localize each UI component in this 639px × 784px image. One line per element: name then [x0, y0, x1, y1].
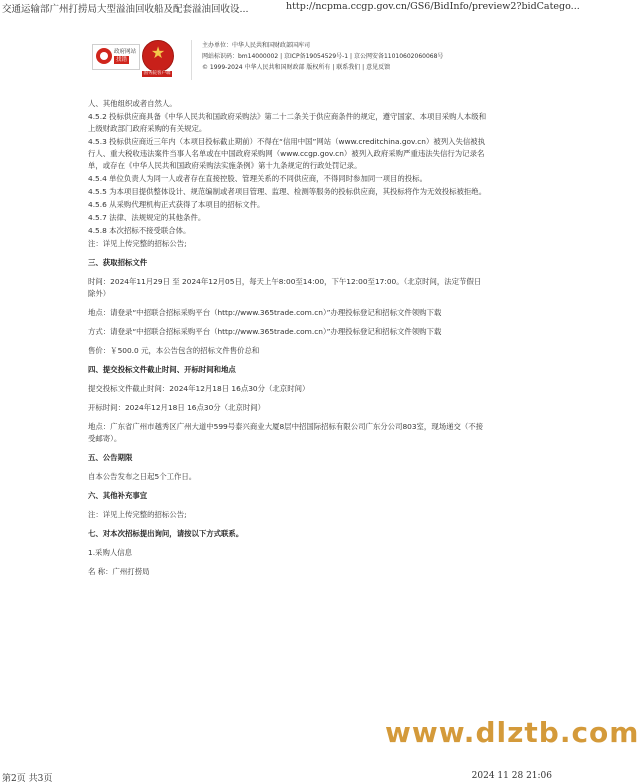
body-paragraph: 4.5.6 从采购代理机构正式获得了本项目的招标文件。 [88, 200, 265, 209]
body-paragraph: 注：详见上传完整的招标公告; [88, 239, 187, 248]
body-paragraph: 方式：请登录“中招联合招标采购平台（http://www.365trade.com.cn）”办理投标登记和招标文件领购下载 [88, 327, 442, 336]
section-heading: 三、获取招标文件 [88, 258, 148, 267]
site-info [202, 40, 443, 73]
body-paragraph: 4.5.4 单位负责人为同一人或者存在直接控股、管理关系的不同供应商，不得同时参加同一项目的投标。 [88, 174, 427, 183]
body-paragraph: 注：详见上传完整的招标公告; [88, 510, 187, 519]
body-paragraph: 1.采购人信息 [88, 548, 133, 557]
spacer-line [88, 270, 488, 275]
print-header [0, 0, 580, 15]
spacer-line [88, 396, 488, 401]
body-paragraph: 4.5.3 投标供应商近三年内（本项目投标截止期前）不得在“信用中国”网站（www.creditchina.gov.cn）被列入失信被执行人、重大税收违法案件当事人名单或在中国政府采购网（www.ccgp.gov.cn）被列入政府采购严重违法失信行为记录名单，或存在《中华人民共和国政府采购法实施条例》第十九条规定的行政处罚记录。 [88, 137, 486, 170]
spacer-line [88, 301, 488, 306]
sponsor-text: 主办单位：中华人民共和国财政部国库司 [202, 42, 311, 49]
announcement-body [88, 98, 488, 579]
body-paragraph: 4.5.7 法律、法规规定的其他条件。 [88, 213, 206, 222]
body-paragraph: 提交投标文件截止时间：2024年12月18日 16点30分（北京时间） [88, 384, 310, 393]
state-council-emblem-icon[interactable] [142, 40, 174, 72]
header-divider [191, 40, 192, 80]
body-paragraph: 自本公告发布之日起5个工作日。 [88, 472, 197, 481]
body-paragraph: 名 称：广州打捞局 [88, 567, 150, 576]
spacer-line [88, 320, 488, 325]
logo-text-top: 政府网站 [114, 49, 137, 55]
print-page-title: 交通运输部广州打捞局大型溢油回收船及配套溢油回收设... [2, 4, 249, 15]
body-paragraph: 地点：请登录“中招联合招标采购平台（http://www.365trade.com.cn）”办理投标登记和招标文件领购下载 [88, 308, 442, 317]
page-counter: 第2页 共3页 [2, 774, 53, 784]
body-paragraph: 售价：￥500.0 元，本公告包含的招标文件售价总和 [88, 346, 260, 355]
body-paragraph: 地点：广东省广州市越秀区广州大道中599号泰兴商业大厦8层中招国际招标有限公司广东分公司803室，现场递交（不接受邮寄）。 [88, 422, 484, 443]
body-paragraph: 4.5.8 本次招标不接受联合体。 [88, 226, 191, 235]
section-heading: 七、对本次招标提出询问，请按以下方式联系。 [88, 529, 244, 538]
star-icon: ★ [150, 43, 166, 62]
copyright-text: © 1999-2024 中华人民共和国财政部 版权所有 | 联系我们 | 意见反馈 [202, 64, 391, 71]
spacer-line [88, 465, 488, 470]
spacer-line [88, 415, 488, 420]
spacer-line [88, 560, 488, 565]
body-paragraph: 4.5.5 为本项目提供整体设计、规范编制或者项目管理、监理、检测等服务的投标供应商，其投标将作为无效投标被拒绝。 [88, 187, 487, 196]
site-watermark: www.dlztb.com [385, 716, 639, 749]
site-code-text: 网站标识码：bm14000002 | 京ICP备19054529号-1 | 京公网安备11010602060068号 [202, 53, 444, 60]
spacer-line [88, 377, 488, 382]
body-paragraph: 人、其他组织或者自然人。 [88, 99, 177, 108]
gov-site-error-logo[interactable] [92, 44, 140, 70]
spacer-line [88, 251, 488, 256]
section-heading: 六、其他补充事宜 [88, 491, 148, 500]
section-heading: 四、提交投标文件截止时间、开标时间和地点 [88, 365, 236, 374]
spacer-line [88, 522, 488, 527]
spacer-line [88, 484, 488, 489]
spacer-line [88, 541, 488, 546]
section-heading: 五、公告期限 [88, 453, 133, 462]
print-datetime: 2024 11 28 21:06 [471, 771, 552, 781]
body-paragraph: 开标时间：2024年12月18日 16点30分（北京时间） [88, 403, 266, 412]
spacer-line [88, 358, 488, 363]
spacer-line [88, 339, 488, 344]
body-paragraph: 4.5.2 投标供应商具备《中华人民共和国政府采购法》第二十二条关于供应商条件的规定，遵守国家、本项目采购人本级和上级财政部门政府采购的有关规定。 [88, 112, 487, 133]
error-report-icon [96, 48, 112, 64]
logo-text-bottom: 找错 [116, 57, 128, 63]
site-header [92, 38, 492, 86]
body-paragraph: 时间：2024年11月29日 至 2024年12月05日，每天上午8:00至14:00，下午12:00至17:00。（北京时间，法定节假日除外） [88, 277, 482, 298]
spacer-line [88, 446, 488, 451]
print-page-url[interactable]: http://ncpma.ccgp.gov.cn/GS6/BidInfo/preview2?bidCatego... [286, 1, 580, 12]
emblem-label: 国务院客户端 [143, 71, 171, 76]
spacer-line [88, 503, 488, 508]
